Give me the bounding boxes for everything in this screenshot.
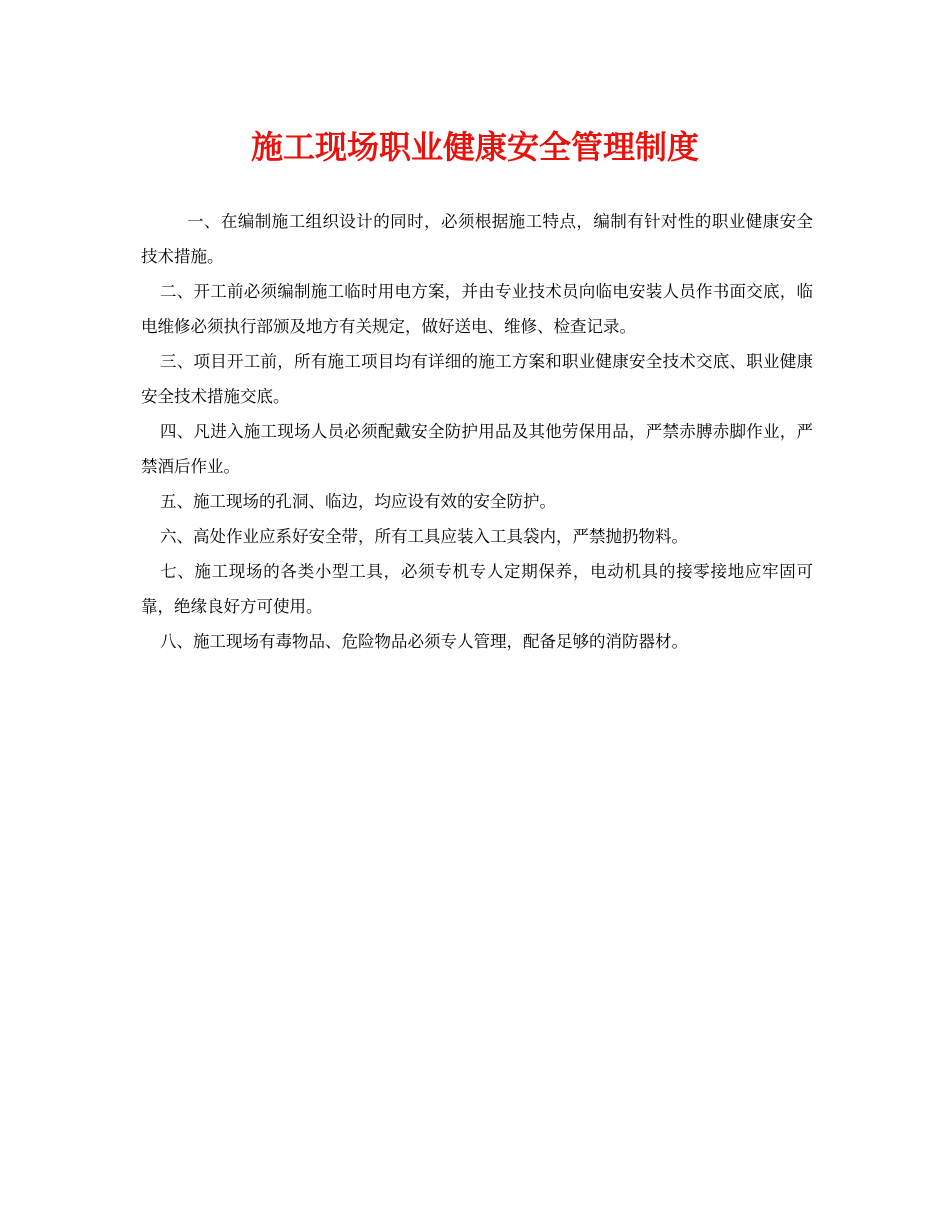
paragraph-2: 二、开工前必须编制施工临时用电方案，并由专业技术员向临电安装人员作书面交底，临电维修必须执行部颁及地方有关规定，做好送电、维修、检查记录。 [141,282,813,336]
paragraph-4: 四、凡进入施工现场人员必须配戴安全防护用品及其他劳保用品，严禁赤膊赤脚作业，严禁酒后作业。 [141,422,813,476]
paragraph-3: 三、项目开工前，所有施工项目均有详细的施工方案和职业健康安全技术交底、职业健康安全技术措施交底。 [141,352,813,406]
document-body [141,204,813,659]
paragraph-7: 七、施工现场的各类小型工具，必须专机专人定期保养，电动机具的接零接地应牢固可靠，绝缘良好方可使用。 [141,562,813,616]
paragraph-1: 一、在编制施工组织设计的同时，必须根据施工特点，编制有针对性的职业健康安全技术措施。 [141,212,813,266]
paragraph-6: 六、高处作业应系好安全带，所有工具应装入工具袋内，严禁抛扔物料。 [160,527,688,546]
paragraph-5: 五、施工现场的孔洞、临边，均应设有效的安全防护。 [160,492,556,511]
document-title: 施工现场职业健康安全管理制度 [250,128,699,166]
paragraph-8: 八、施工现场有毒物品、危险物品必须专人管理，配备足够的消防器材。 [160,632,688,651]
